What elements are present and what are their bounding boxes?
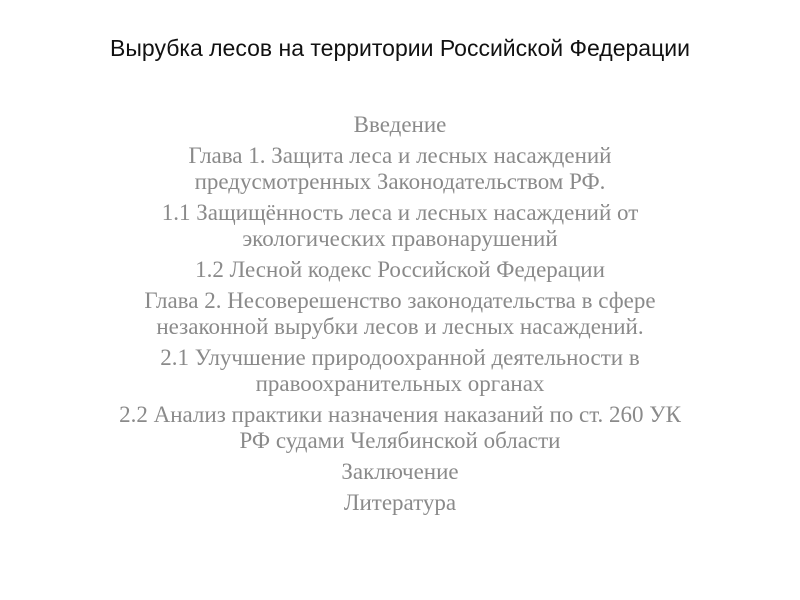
slide-title: Вырубка лесов на территории Российской Федерации [110,35,690,61]
toc-line: незаконной вырубки лесов и лесных насаждений. [156,314,644,339]
toc-line: Глава 1. Защита леса и лесных насаждений [188,143,612,168]
toc-item-introduction [0,112,800,138]
toc-item-section-2-1 [0,345,800,397]
toc-item-section-2-2 [0,402,800,454]
toc-line: 2.2 Анализ практики назначения наказаний по ст. 260 УК [119,402,681,427]
toc-line: 2.1 Улучшение природоохранной деятельности в [160,345,640,370]
toc-line: Заключение [341,459,459,484]
toc-line: РФ судами Челябинской области [239,428,561,453]
toc-item-chapter-1 [0,143,800,195]
toc-item-conclusion [0,459,800,485]
toc-item-chapter-2 [0,288,800,340]
toc-line: Глава 2. Несоверешенство законодательства в сфере [144,288,656,313]
table-of-contents [0,112,800,521]
toc-item-literature [0,490,800,516]
toc-line: Литература [343,490,457,515]
toc-line: экологических правонарушений [242,226,558,251]
toc-line: правоохранительных органах [255,371,545,396]
toc-line: 1.1 Защищённость леса и лесных насаждений от [161,200,639,225]
toc-line: предусмотренных Законодательством РФ. [194,169,606,194]
toc-item-section-1-1 [0,200,800,252]
toc-line: Введение [353,112,447,137]
toc-item-section-1-2 [0,257,800,283]
toc-line: 1.2 Лесной кодекс Российской Федерации [195,257,605,282]
